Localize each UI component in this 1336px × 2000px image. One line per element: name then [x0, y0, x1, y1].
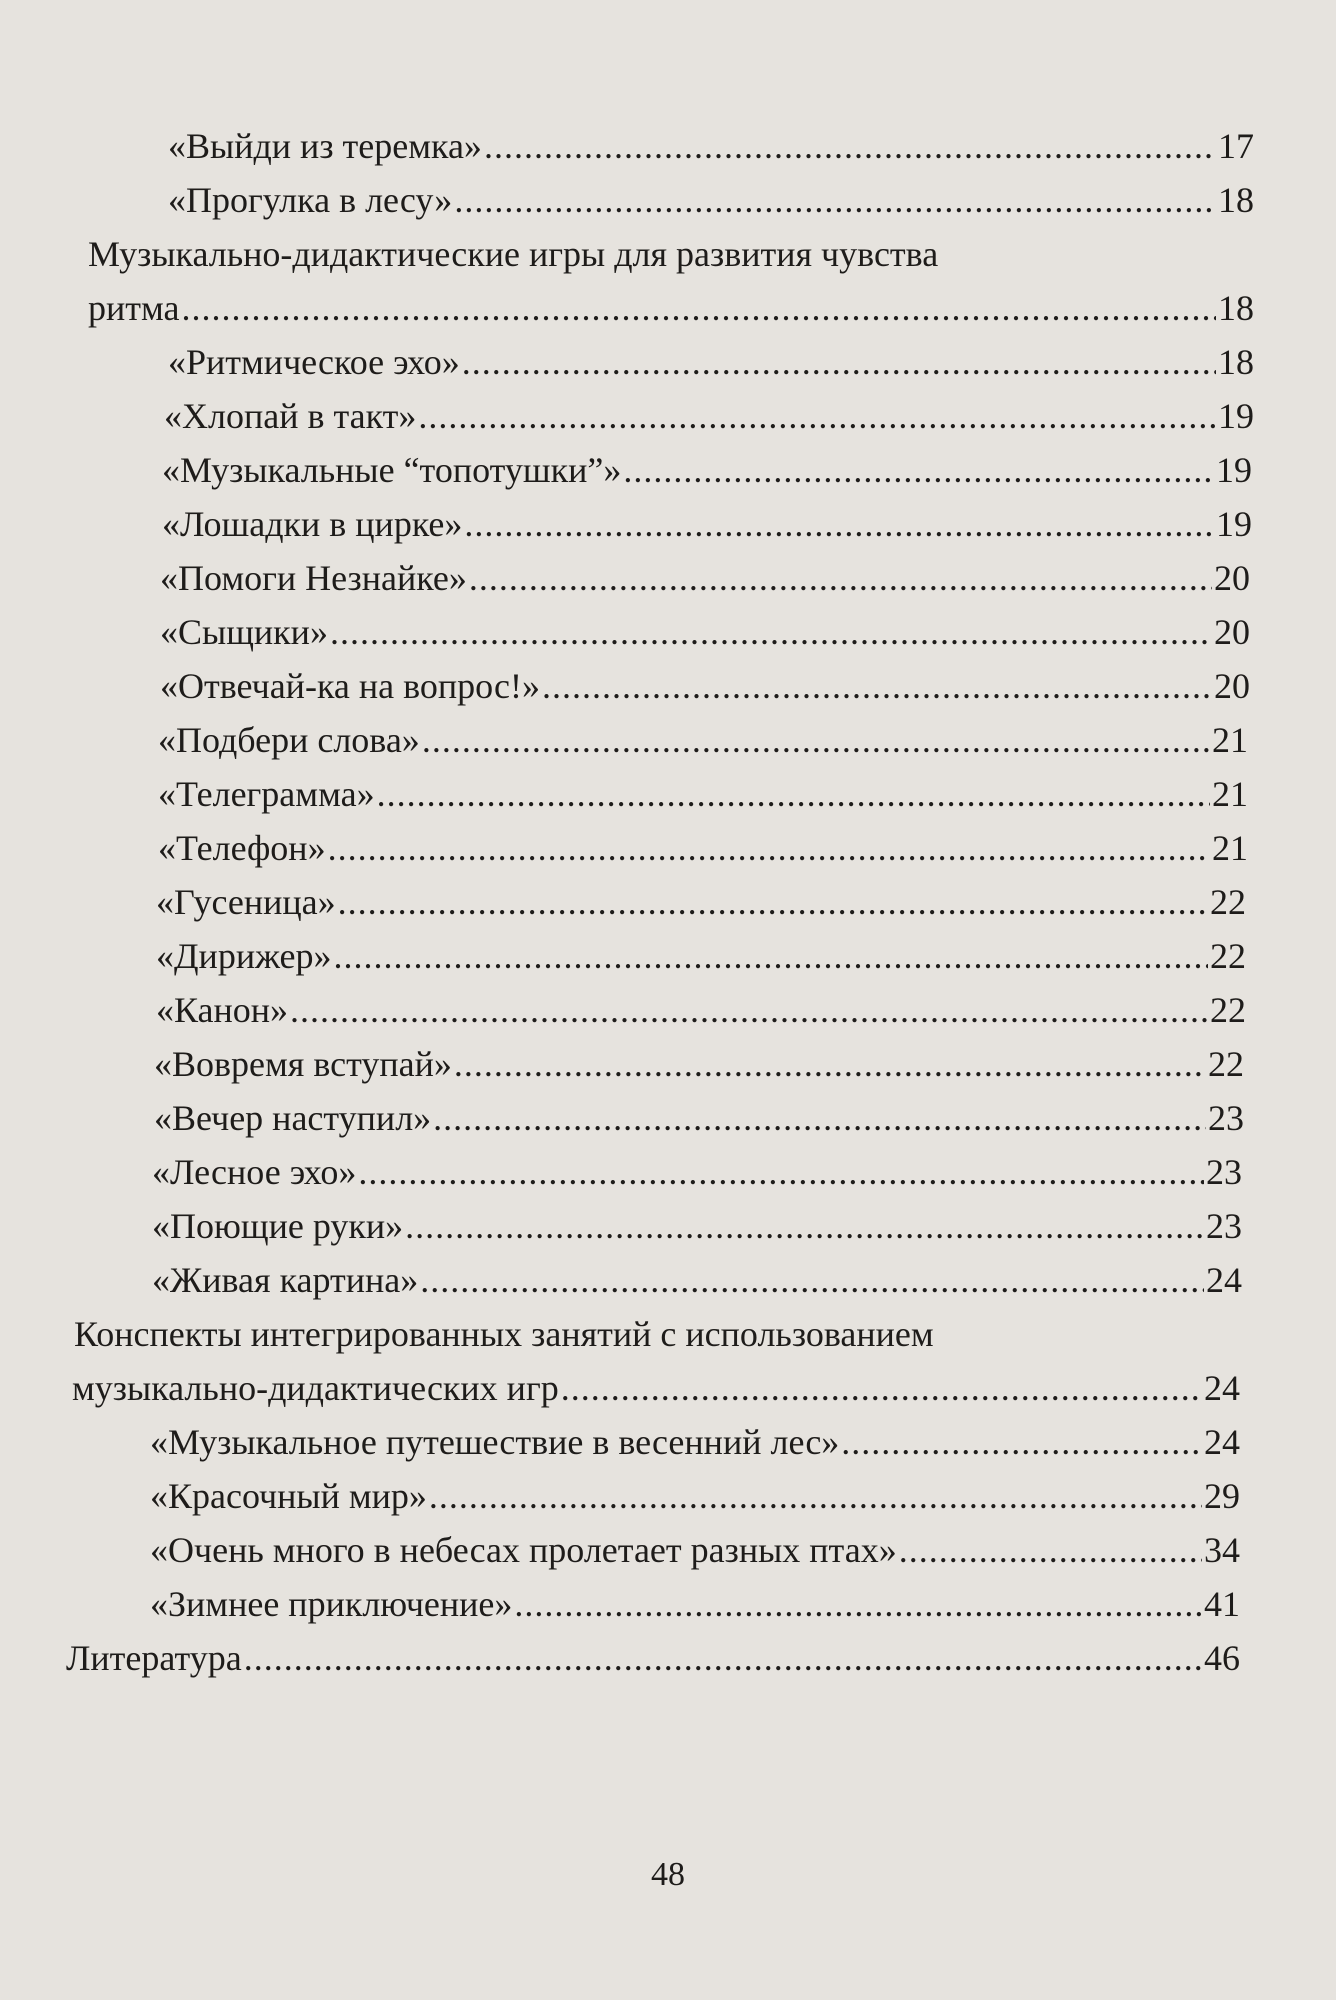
toc-entry-title: «Телеграмма»: [158, 774, 375, 814]
toc-entry-page: 22: [1208, 1044, 1244, 1084]
toc-entry: [150, 1528, 1240, 1572]
toc-entry: [150, 1474, 1240, 1518]
toc-entry-title: «Помоги Незнайке»: [160, 558, 467, 598]
toc-section-heading: Музыкально-дидактические игры для развития чувства: [88, 234, 939, 274]
toc-entry-title: «Вовремя вступай»: [154, 1044, 452, 1084]
toc-entry-title: «Выйди из теремка»: [168, 126, 482, 166]
toc-entry-page: 23: [1206, 1206, 1242, 1246]
leader-dots: [405, 1204, 1204, 1248]
toc-entry-page: 21: [1212, 828, 1248, 868]
leader-dots: [422, 718, 1210, 762]
toc-entry-page: 24: [1204, 1368, 1240, 1408]
toc-entry-page: 22: [1210, 882, 1246, 922]
toc-entry-title: «Лесное эхо»: [152, 1152, 357, 1192]
leader-dots: [542, 664, 1212, 708]
leader-dots: [377, 772, 1210, 816]
leader-dots: [333, 934, 1208, 978]
toc-entry-page: 19: [1216, 504, 1252, 544]
toc-entry: [150, 1582, 1240, 1626]
leader-dots: [841, 1420, 1202, 1464]
leader-dots: [454, 1042, 1206, 1086]
toc-entry: [156, 988, 1246, 1032]
leader-dots: [429, 1474, 1202, 1518]
toc-entry-page: 19: [1218, 396, 1254, 436]
leader-dots: [623, 448, 1214, 492]
toc-entry-title: ритма: [88, 288, 180, 328]
toc-entry-page: 22: [1210, 990, 1246, 1030]
toc-entry-title: «Хлопай в такт»: [164, 396, 417, 436]
toc-entry-title: «Лошадки в цирке»: [162, 504, 463, 544]
toc-entry-page: 18: [1218, 342, 1254, 382]
toc-entry: [154, 1096, 1244, 1140]
toc-entry: [158, 826, 1248, 870]
leader-dots: [454, 178, 1216, 222]
leader-dots: [514, 1582, 1202, 1626]
toc-entry: [164, 394, 1254, 438]
leader-dots: [464, 502, 1214, 546]
toc-entry-title: «Ритмическое эхо»: [168, 342, 460, 382]
toc-entry-title: музыкально-дидактических игр: [72, 1368, 559, 1408]
toc-entry-title: «Музыкальное путешествие в весенний лес»: [150, 1422, 840, 1462]
toc-entry-title: «Живая картина»: [152, 1260, 419, 1300]
toc-entry-page: 20: [1214, 558, 1250, 598]
leader-dots: [561, 1366, 1202, 1410]
leader-dots: [469, 556, 1212, 600]
toc-entry-page: 18: [1218, 288, 1254, 328]
toc-entry-title: «Зимнее приключение»: [150, 1584, 513, 1624]
toc-section-heading: Конспекты интегрированных занятий с использованием: [74, 1314, 934, 1354]
toc-entry-title: «Очень много в небесах пролетает разных птах»: [150, 1530, 897, 1570]
toc-entry-page: 21: [1212, 774, 1248, 814]
toc-entry-title: «Гусеница»: [156, 882, 336, 922]
toc-entry-title: Литература: [66, 1638, 242, 1678]
toc-entry-page: 23: [1208, 1098, 1244, 1138]
toc-entry-title: «Отвечай-ка на вопрос!»: [160, 666, 540, 706]
leader-dots: [418, 394, 1216, 438]
page-number: 48: [651, 1856, 685, 1893]
toc-entry-page: 34: [1204, 1530, 1240, 1570]
toc-entry-page: 24: [1204, 1422, 1240, 1462]
leader-dots: [420, 1258, 1204, 1302]
toc-entry-title: «Подбери слова»: [158, 720, 420, 760]
toc-entry-title: «Красочный мир»: [150, 1476, 427, 1516]
toc-entry: [152, 1204, 1242, 1248]
toc-entry-page: 23: [1206, 1152, 1242, 1192]
toc-entry: [160, 610, 1250, 654]
toc-entry: [152, 1258, 1242, 1302]
leader-dots: [328, 826, 1210, 870]
toc-entry-title: «Канон»: [156, 990, 289, 1030]
toc-entry: [160, 556, 1250, 600]
toc-entry-title: «Сыщики»: [160, 612, 328, 652]
toc-entry: [160, 664, 1250, 708]
toc-entry-page: 29: [1204, 1476, 1240, 1516]
toc-entry: [162, 502, 1252, 546]
toc-entry-page: 21: [1212, 720, 1248, 760]
leader-dots: [182, 286, 1216, 330]
toc-entry: [88, 286, 1254, 330]
leader-dots: [358, 1150, 1204, 1194]
leader-dots: [244, 1636, 1202, 1680]
toc-entry: [168, 178, 1254, 222]
leader-dots: [433, 1096, 1206, 1140]
leader-dots: [338, 880, 1208, 924]
toc-entry-page: 41: [1204, 1584, 1240, 1624]
toc-entry: [168, 340, 1254, 384]
toc-entry-page: 46: [1204, 1638, 1240, 1678]
toc-entry-page: 20: [1214, 612, 1250, 652]
toc-entry-page: 19: [1216, 450, 1252, 490]
toc-entry-title: «Музыкальные “топотушки”»: [162, 450, 622, 490]
toc-entry-title: «Телефон»: [158, 828, 326, 868]
leader-dots: [290, 988, 1208, 1032]
toc-entry: [168, 124, 1254, 168]
toc-entry-page: 22: [1210, 936, 1246, 976]
toc-entry-page: 17: [1218, 126, 1254, 166]
toc-entry: [150, 1420, 1240, 1464]
toc-entry: [156, 880, 1246, 924]
toc-entry-title: «Поющие руки»: [152, 1206, 404, 1246]
toc-entry-page: 24: [1206, 1260, 1242, 1300]
leader-dots: [462, 340, 1216, 384]
leader-dots: [330, 610, 1212, 654]
toc-entry: [162, 448, 1252, 492]
toc-entry: [158, 718, 1248, 762]
leader-dots: [899, 1528, 1202, 1572]
toc-entry: [66, 1636, 1240, 1680]
toc-entry-page: 20: [1214, 666, 1250, 706]
toc-entry: [156, 934, 1246, 978]
toc-entry: [158, 772, 1248, 816]
leader-dots: [484, 124, 1216, 168]
toc-entry-page: 18: [1218, 180, 1254, 220]
toc-entry-title: «Прогулка в лесу»: [168, 180, 453, 220]
toc-entry-title: «Вечер наступил»: [154, 1098, 432, 1138]
toc-entry: [154, 1042, 1244, 1086]
toc-entry: [152, 1150, 1242, 1194]
toc-entry: [72, 1366, 1240, 1410]
toc-entry-title: «Дирижер»: [156, 936, 332, 976]
